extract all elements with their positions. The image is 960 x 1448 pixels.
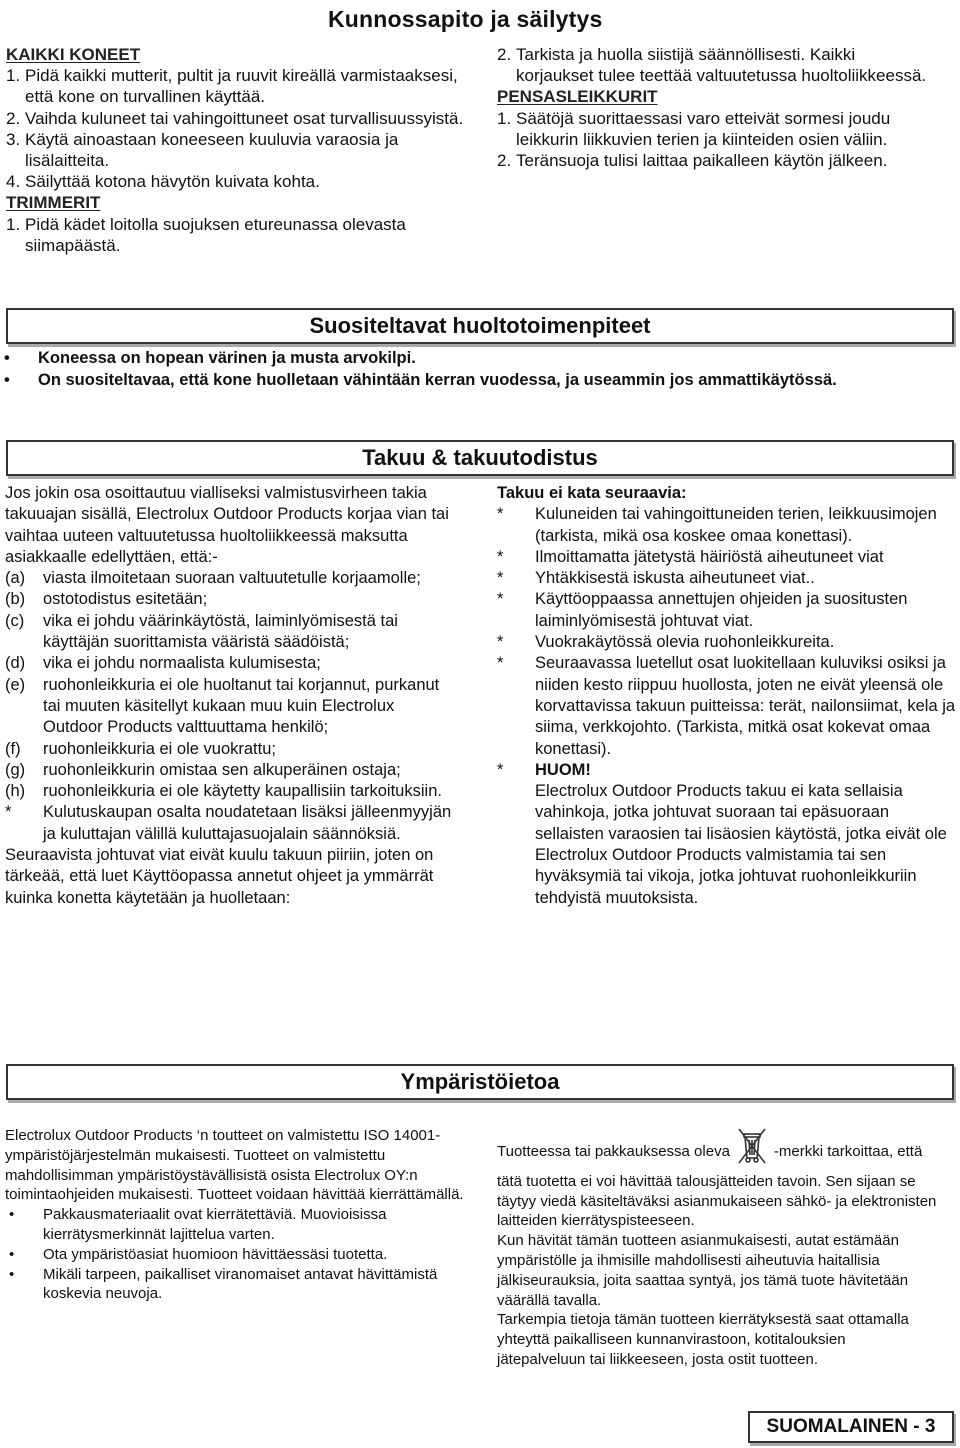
list-item: 1. Säätöjä suorittaessasi varo etteivät sormesi joudu leikkurin liikkuvien terien ja kiinteiden osien väliin. <box>497 108 891 149</box>
list-item: * Kuluneiden tai vahingoittuneiden terien, leikkuusimojen (tarkista, mikä osa koskee omaa konettasi). <box>497 505 937 545</box>
list-item: (b) ostotodistus esitetään; <box>5 590 208 609</box>
huom-text: Electrolux Outdoor Products takuu ei kata sellaisia vahinkoja, jotka johtuvat suoraan tai epäsuoraan sellaisten varaosien tai lisäosien käytöstä, jotka eivät ole Electrolux Outdoor Products valmistamia tai sen hyväksymiä tai vikoja, jotka johtuvat ruohonleikkuriin tehdyistä muutoksista. <box>535 782 947 907</box>
list-item: 2. Tarkista ja huolla siistijä säännöllisesti. Kaikki korjaukset tulee teettää valtuutetussa huoltoliikkeessä. <box>497 45 927 86</box>
ymparisto-paragraph-2: Kun hävität tämän tuotteen asianmukaisesti, autat estämään ympäristölle ja ihmisille mahdollisesti aiheutuvia haitallisia jälkiseurauksia, joita saattaa syntyä, jos tämä tuote hävitetään väärällä tavalla. <box>497 1232 909 1309</box>
list-item: (g) ruohonleikkurin omistaa sen alkuperäinen ostaja; <box>5 760 401 779</box>
list-item: * Yhtäkkisestä iskusta aiheutuneet viat.. <box>497 569 815 588</box>
suositeltavat-bullets <box>0 348 900 391</box>
ymparisto-intro: Electrolux Outdoor Products ‘n toutteet on valmistettu ISO 14001-ympäristöjärjestelmän mukaisesti. Tuotteet on valmistettu mahdollisimman ympäristöystävällisistä osista Electrolux OY:n toimintaohjeiden mukaisesti. Tuotteet voidaan hävittää kierrättämällä. <box>5 1127 464 1204</box>
takuu-left-column <box>5 483 453 909</box>
list-item: (e) ruohonleikkuria ei ole huoltanut tai korjannut, purkanut tai muuten käsitellyt kukaan muu kuin Electrolux Outdoor Products valttuuttama henkilö; <box>5 675 440 737</box>
list-item: 1. Pidä kädet loitolla suojuksen etureunassa olevasta siimapäästä. <box>6 214 406 255</box>
list-item: * Seuraavassa luetellut osat luokitellaan kuluviksi osiksi ja niiden kesto riippuu huollosta, joten ne eivät yleensä ole korvattavissa takuun puitteissa: terät, nailonsiimat, kela ja siima, verkkojohto. (Tarkista, mitkä osat kokevat omaa konettasi). <box>497 654 956 758</box>
huom-note: * HUOM! Electrolux Outdoor Products takuu ei kata sellaisia vahinkoja, jotka johtuvat suoraan tai epäsuoraan sellaisten varaosien tai lisäosien käytöstä, jotka eivät ole Electrolux Outdoor Products valmistamia tai sen hyväksymiä tai vikoja, jotka johtuvat ruohonleikkuriin tehdyistä muutoksista. <box>497 760 957 909</box>
list-item: 1. Pidä kaikki mutterit, pultit ja ruuvit kireällä varmistaaksesi, että kone on turvallinen käyttää. <box>6 66 458 107</box>
list-item: (c) vika ei johdu väärinkäytöstä, laiminlyömisestä tai käyttäjän suorittamista vääristä säädöistä; <box>5 611 398 652</box>
section-title-kunnossapito: Kunnossapito ja säilytys <box>328 6 603 32</box>
list-item: 4. Säilyttää kotona hävytön kuivata kohta. <box>6 172 320 192</box>
takuu-right-column <box>497 483 957 909</box>
ymparisto-paragraph-3: Tarkempia tietoja tämän tuotteen kierrätyksestä saat ottamalla yhteyttä paikalliseen kunnanvirastoon, kotitalouksien jätepalveluun tai liikkeeseen, josta ostit tuotteen. <box>497 1311 909 1368</box>
list-item: * Ilmoittamatta jätetystä häiriöstä aiheutuneet viat <box>497 547 884 566</box>
ymparisto-right-column <box>497 1126 937 1370</box>
heading-takuu-ei-kata: Takuu ei kata seuraavia: <box>497 484 687 502</box>
ymparisto-left-column <box>5 1126 473 1304</box>
list-item: * Kulutuskaupan osalta noudatetaan lisäksi jälleenmyyjän ja kuluttajan välillä kuluttajasuojalain säännöksiä. <box>5 803 452 843</box>
section-title-suositeltavat: Suositeltavat huoltotoimenpiteet <box>6 308 954 344</box>
list-item: 2. Vaihda kuluneet tai vahingoittuneet osat turvallisuussyistä. <box>6 108 464 128</box>
huom-label: HUOM! <box>535 760 591 779</box>
ymparisto-weee-paragraph: Tuotteessa tai pakkauksessa oleva -merkki tarkoittaa, että tätä tuotetta ei voi hävittää talousjätteiden tavoin. Sen sijaan se täytyy viedä käsiteltäväksi asianmukaiseen sähkö- ja elektronisten laitteiden kierrätyspisteeseen. <box>497 1126 937 1231</box>
list-item: * Käyttöoppaassa annettujen ohjeiden ja suositusten laiminlyömisestä johtuvat viat. <box>497 590 908 630</box>
list-item: • Koneessa on hopean värinen ja musta arvokilpi. <box>4 349 416 367</box>
kunnossapito-left-column <box>6 44 468 256</box>
list-item: • Mikäli tarpeen, paikalliset viranomaiset antavat hävittämistä koskevia neuvoja. <box>9 1265 438 1303</box>
list-item: • Ota ympäristöasiat huomioon hävittäessäsi tuotetta. <box>9 1245 388 1263</box>
list-item: 3. Käytä ainoastaan koneeseen kuuluvia varaosia ja lisälaitteita. <box>6 129 399 171</box>
heading-kaikki-koneet: KAIKKI KONEET <box>6 45 141 64</box>
list-item: • On suositeltavaa, että kone huolletaan vähintään kerran vuodessa, ja useammin jos ammattikäytössä. <box>4 370 837 389</box>
section-title-takuu: Takuu & takuutodistus <box>6 440 954 476</box>
list-item: (h) ruohonleikkuria ei ole käytetty kaupallisiin tarkoituksiin. <box>5 782 442 801</box>
takuu-closing: Seuraavista johtuvat viat eivät kuulu takuun piiriin, joten on tärkeää, että luet Käyttöopassa annetut ohjeet ja ymmärrät kuinka konetta käytetään ja huolletaan: <box>5 846 434 907</box>
list-item: (d) vika ei johdu normaalista kulumisesta; <box>5 654 321 673</box>
page-footer-label: SUOMALAINEN - 3 <box>748 1411 954 1443</box>
heading-trimmerit: TRIMMERIT <box>6 193 101 213</box>
takuu-intro: Jos jokin osa osoittautuu vialliseksi valmistusvirheen takia takuuajan sisällä, Electrolux Outdoor Products korjaa vian tai vaihtaa uuteen valtuutetussa huoltoliikkeessä maksutta asiakkaalle edellyttäen, että:- <box>5 484 449 566</box>
list-item: 2. Teränsuoja tulisi laittaa paikalleen käytön jälkeen. <box>497 151 888 171</box>
kunnossapito-right-column <box>497 44 937 171</box>
list-item: (f) ruohonleikkuria ei ole vuokrattu; <box>5 739 276 758</box>
crossed-bin-icon <box>734 1126 770 1172</box>
list-item: • Pakkausmateriaalit ovat kierrätettäviä. Muovioisissa kierrätysmerkinnät lajittelua varten. <box>9 1206 387 1243</box>
list-item: (a) viasta ilmoitetaan suoraan valtuutetulle korjaamolle; <box>5 569 421 588</box>
heading-pensasleikkurit: PENSASLEIKKURIT <box>497 87 658 107</box>
section-title-ymparisto: Ympäristöietoa <box>6 1064 954 1100</box>
list-item: * Vuokrakäytössä olevia ruohonleikkureita. <box>497 633 835 652</box>
